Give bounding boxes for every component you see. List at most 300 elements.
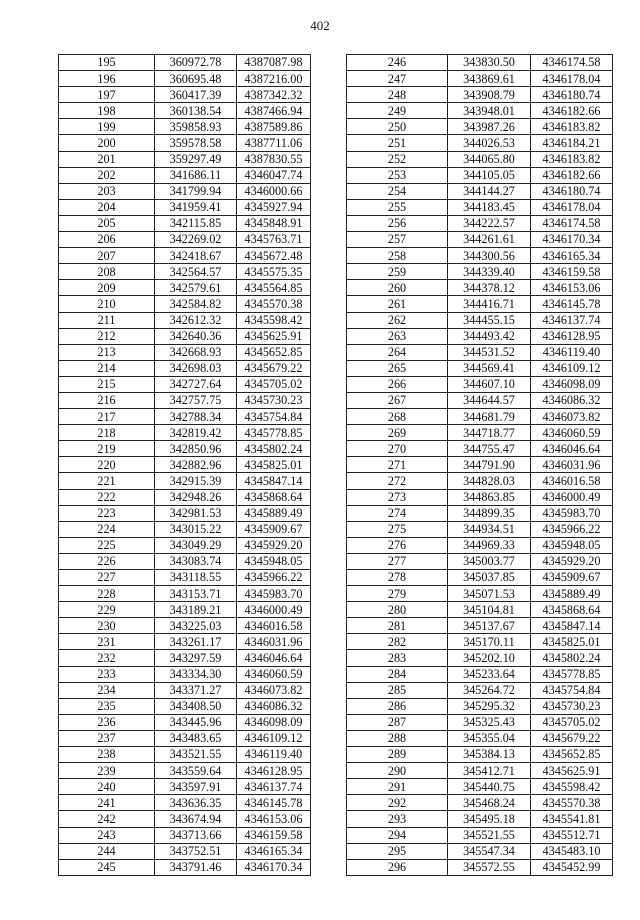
point-number-cell: 273 [347, 489, 448, 505]
table-row [347, 312, 613, 328]
y-coordinate-cell: 4345929.20 [531, 553, 613, 569]
y-coordinate-cell: 4345570.38 [237, 296, 311, 312]
point-number-cell: 234 [59, 682, 155, 698]
table-row [347, 602, 613, 618]
table-row [59, 698, 311, 714]
x-coordinate-cell: 360138.54 [155, 103, 237, 119]
point-number-cell: 218 [59, 425, 155, 441]
x-coordinate-cell: 344828.03 [448, 473, 531, 489]
table-row [347, 714, 613, 730]
table-row [347, 425, 613, 441]
table-row [59, 602, 311, 618]
y-coordinate-cell: 4346153.06 [237, 811, 311, 827]
y-coordinate-cell: 4345730.23 [237, 392, 311, 408]
y-coordinate-cell: 4346184.21 [531, 135, 613, 151]
table-row [59, 843, 311, 859]
point-number-cell: 265 [347, 360, 448, 376]
point-number-cell: 235 [59, 698, 155, 714]
point-number-cell: 242 [59, 811, 155, 827]
table-row [347, 634, 613, 650]
y-coordinate-cell: 4345847.14 [531, 618, 613, 634]
y-coordinate-cell: 4346159.58 [237, 827, 311, 843]
x-coordinate-cell: 343297.59 [155, 650, 237, 666]
table-row [347, 730, 613, 746]
x-coordinate-cell: 342788.34 [155, 409, 237, 425]
x-coordinate-cell: 345071.53 [448, 586, 531, 602]
point-number-cell: 296 [347, 859, 448, 875]
point-number-cell: 291 [347, 779, 448, 795]
y-coordinate-cell: 4345778.85 [531, 666, 613, 682]
point-number-cell: 228 [59, 586, 155, 602]
table-row [347, 457, 613, 473]
table-row [59, 811, 311, 827]
y-coordinate-cell: 4346086.32 [531, 392, 613, 408]
table-row [59, 328, 311, 344]
table-row [59, 87, 311, 103]
point-number-cell: 290 [347, 763, 448, 779]
x-coordinate-cell: 343371.27 [155, 682, 237, 698]
y-coordinate-cell: 4345929.20 [237, 537, 311, 553]
x-coordinate-cell: 342564.57 [155, 264, 237, 280]
x-coordinate-cell: 344531.52 [448, 344, 531, 360]
x-coordinate-cell: 343015.22 [155, 521, 237, 537]
x-coordinate-cell: 344863.85 [448, 489, 531, 505]
x-coordinate-cell: 344144.27 [448, 183, 531, 199]
x-coordinate-cell: 342819.42 [155, 425, 237, 441]
x-coordinate-cell: 345003.77 [448, 553, 531, 569]
x-coordinate-cell: 344105.05 [448, 167, 531, 183]
y-coordinate-cell: 4346031.96 [531, 457, 613, 473]
point-number-cell: 205 [59, 215, 155, 231]
x-coordinate-cell: 344493.42 [448, 328, 531, 344]
point-number-cell: 202 [59, 167, 155, 183]
point-number-cell: 267 [347, 392, 448, 408]
table-row [59, 570, 311, 586]
point-number-cell: 223 [59, 505, 155, 521]
y-coordinate-cell: 4346000.49 [531, 489, 613, 505]
y-coordinate-cell: 4345679.22 [237, 360, 311, 376]
y-coordinate-cell: 4345868.64 [531, 602, 613, 618]
y-coordinate-cell: 4346165.34 [237, 843, 311, 859]
point-number-cell: 226 [59, 553, 155, 569]
table-row [347, 763, 613, 779]
x-coordinate-cell: 343445.96 [155, 714, 237, 730]
x-coordinate-cell: 343830.50 [448, 55, 531, 71]
point-number-cell: 245 [59, 859, 155, 875]
x-coordinate-cell: 341686.11 [155, 167, 237, 183]
x-coordinate-cell: 342269.02 [155, 232, 237, 248]
x-coordinate-cell: 343674.94 [155, 811, 237, 827]
table-row [59, 505, 311, 521]
x-coordinate-cell: 344065.80 [448, 151, 531, 167]
point-number-cell: 211 [59, 312, 155, 328]
x-coordinate-cell: 345495.18 [448, 811, 531, 827]
y-coordinate-cell: 4346031.96 [237, 634, 311, 650]
y-coordinate-cell: 4345512.71 [531, 827, 613, 843]
point-number-cell: 282 [347, 634, 448, 650]
point-number-cell: 217 [59, 409, 155, 425]
x-coordinate-cell: 345295.32 [448, 698, 531, 714]
point-number-cell: 266 [347, 376, 448, 392]
table-row [59, 312, 311, 328]
point-number-cell: 219 [59, 441, 155, 457]
y-coordinate-cell: 4345625.91 [531, 763, 613, 779]
x-coordinate-cell: 345412.71 [448, 763, 531, 779]
y-coordinate-cell: 4345452.99 [531, 859, 613, 875]
point-number-cell: 236 [59, 714, 155, 730]
point-number-cell: 227 [59, 570, 155, 586]
x-coordinate-cell: 343908.79 [448, 87, 531, 103]
x-coordinate-cell: 341799.94 [155, 183, 237, 199]
point-number-cell: 286 [347, 698, 448, 714]
table-row [59, 151, 311, 167]
y-coordinate-cell: 4345679.22 [531, 730, 613, 746]
x-coordinate-cell: 343153.71 [155, 586, 237, 602]
y-coordinate-cell: 4346046.64 [237, 650, 311, 666]
point-number-cell: 268 [347, 409, 448, 425]
y-coordinate-cell: 4387216.00 [237, 71, 311, 87]
y-coordinate-cell: 4346182.66 [531, 167, 613, 183]
point-number-cell: 255 [347, 199, 448, 215]
y-coordinate-cell: 4346180.74 [531, 87, 613, 103]
table-row [347, 779, 613, 795]
x-coordinate-cell: 342981.53 [155, 505, 237, 521]
point-number-cell: 250 [347, 119, 448, 135]
y-coordinate-cell: 4387711.06 [237, 135, 311, 151]
table-row [347, 811, 613, 827]
table-row [347, 392, 613, 408]
table-row [59, 779, 311, 795]
y-coordinate-cell: 4346060.59 [531, 425, 613, 441]
table-row [347, 843, 613, 859]
x-coordinate-cell: 345037.85 [448, 570, 531, 586]
point-number-cell: 231 [59, 634, 155, 650]
y-coordinate-cell: 4345564.85 [237, 280, 311, 296]
point-number-cell: 292 [347, 795, 448, 811]
point-number-cell: 260 [347, 280, 448, 296]
y-coordinate-cell: 4346174.58 [531, 55, 613, 71]
y-coordinate-cell: 4387589.86 [237, 119, 311, 135]
x-coordinate-cell: 343869.61 [448, 71, 531, 87]
table-row [59, 859, 311, 875]
y-coordinate-cell: 4345847.14 [237, 473, 311, 489]
point-number-cell: 246 [347, 55, 448, 71]
y-coordinate-cell: 4346145.78 [531, 296, 613, 312]
point-number-cell: 200 [59, 135, 155, 151]
table-row [347, 71, 613, 87]
y-coordinate-cell: 4346137.74 [237, 779, 311, 795]
point-number-cell: 284 [347, 666, 448, 682]
x-coordinate-cell: 344261.61 [448, 232, 531, 248]
point-number-cell: 203 [59, 183, 155, 199]
y-coordinate-cell: 4345868.64 [237, 489, 311, 505]
point-number-cell: 293 [347, 811, 448, 827]
point-number-cell: 199 [59, 119, 155, 135]
y-coordinate-cell: 4345909.67 [237, 521, 311, 537]
x-coordinate-cell: 359858.93 [155, 119, 237, 135]
table-row [347, 328, 613, 344]
y-coordinate-cell: 4346109.12 [531, 360, 613, 376]
x-coordinate-cell: 344569.41 [448, 360, 531, 376]
x-coordinate-cell: 344183.45 [448, 199, 531, 215]
x-coordinate-cell: 343636.35 [155, 795, 237, 811]
x-coordinate-cell: 344899.35 [448, 505, 531, 521]
y-coordinate-cell: 4345909.67 [531, 570, 613, 586]
x-coordinate-cell: 343713.66 [155, 827, 237, 843]
table-row [347, 570, 613, 586]
table-row [59, 489, 311, 505]
table-row [59, 634, 311, 650]
coordinates-table-left [58, 54, 311, 876]
y-coordinate-cell: 4346047.74 [237, 167, 311, 183]
y-coordinate-cell: 4346016.58 [237, 618, 311, 634]
point-number-cell: 274 [347, 505, 448, 521]
point-number-cell: 287 [347, 714, 448, 730]
x-coordinate-cell: 359297.49 [155, 151, 237, 167]
x-coordinate-cell: 342612.32 [155, 312, 237, 328]
table-row [347, 151, 613, 167]
x-coordinate-cell: 345547.34 [448, 843, 531, 859]
point-number-cell: 244 [59, 843, 155, 859]
x-coordinate-cell: 344300.56 [448, 248, 531, 264]
point-number-cell: 232 [59, 650, 155, 666]
x-coordinate-cell: 345170.11 [448, 634, 531, 650]
x-coordinate-cell: 343987.26 [448, 119, 531, 135]
x-coordinate-cell: 345468.24 [448, 795, 531, 811]
table-row [59, 55, 311, 71]
table-row [59, 747, 311, 763]
point-number-cell: 263 [347, 328, 448, 344]
table-row [59, 457, 311, 473]
x-coordinate-cell: 342757.75 [155, 392, 237, 408]
x-coordinate-cell: 345572.55 [448, 859, 531, 875]
x-coordinate-cell: 343791.46 [155, 859, 237, 875]
table-row [59, 618, 311, 634]
y-coordinate-cell: 4346119.40 [531, 344, 613, 360]
x-coordinate-cell: 343049.29 [155, 537, 237, 553]
table-row [347, 489, 613, 505]
table-row [347, 376, 613, 392]
x-coordinate-cell: 342882.96 [155, 457, 237, 473]
table-row [59, 425, 311, 441]
point-number-cell: 279 [347, 586, 448, 602]
x-coordinate-cell: 344378.12 [448, 280, 531, 296]
table-row [347, 827, 613, 843]
x-coordinate-cell: 343261.17 [155, 634, 237, 650]
point-number-cell: 229 [59, 602, 155, 618]
table-row [347, 296, 613, 312]
point-number-cell: 276 [347, 537, 448, 553]
table-row [59, 730, 311, 746]
point-number-cell: 214 [59, 360, 155, 376]
table-row [347, 859, 613, 875]
y-coordinate-cell: 4345983.70 [237, 586, 311, 602]
y-coordinate-cell: 4346000.66 [237, 183, 311, 199]
y-coordinate-cell: 4346128.95 [237, 763, 311, 779]
x-coordinate-cell: 344339.40 [448, 264, 531, 280]
point-number-cell: 262 [347, 312, 448, 328]
x-coordinate-cell: 342850.96 [155, 441, 237, 457]
y-coordinate-cell: 4345598.42 [531, 779, 613, 795]
table-row [347, 119, 613, 135]
table-row [347, 280, 613, 296]
y-coordinate-cell: 4346060.59 [237, 666, 311, 682]
point-number-cell: 195 [59, 55, 155, 71]
y-coordinate-cell: 4346145.78 [237, 795, 311, 811]
point-number-cell: 280 [347, 602, 448, 618]
point-number-cell: 289 [347, 747, 448, 763]
point-number-cell: 201 [59, 151, 155, 167]
table-row [59, 264, 311, 280]
point-number-cell: 213 [59, 344, 155, 360]
point-number-cell: 212 [59, 328, 155, 344]
x-coordinate-cell: 341959.41 [155, 199, 237, 215]
table-row [347, 650, 613, 666]
x-coordinate-cell: 342579.61 [155, 280, 237, 296]
point-number-cell: 233 [59, 666, 155, 682]
table-row [347, 167, 613, 183]
point-number-cell: 271 [347, 457, 448, 473]
x-coordinate-cell: 342915.39 [155, 473, 237, 489]
point-number-cell: 221 [59, 473, 155, 489]
table-row [59, 376, 311, 392]
table-row [59, 280, 311, 296]
table-row [347, 537, 613, 553]
point-number-cell: 215 [59, 376, 155, 392]
x-coordinate-cell: 345355.04 [448, 730, 531, 746]
x-coordinate-cell: 343083.74 [155, 553, 237, 569]
y-coordinate-cell: 4346178.04 [531, 71, 613, 87]
y-coordinate-cell: 4346170.34 [531, 232, 613, 248]
y-coordinate-cell: 4345754.84 [531, 682, 613, 698]
table-row [59, 135, 311, 151]
y-coordinate-cell: 4345983.70 [531, 505, 613, 521]
point-number-cell: 238 [59, 747, 155, 763]
y-coordinate-cell: 4387466.94 [237, 103, 311, 119]
table-row [59, 666, 311, 682]
x-coordinate-cell: 342418.67 [155, 248, 237, 264]
x-coordinate-cell: 342727.64 [155, 376, 237, 392]
x-coordinate-cell: 343189.21 [155, 602, 237, 618]
table-row [59, 553, 311, 569]
y-coordinate-cell: 4345730.23 [531, 698, 613, 714]
point-number-cell: 230 [59, 618, 155, 634]
y-coordinate-cell: 4346183.82 [531, 119, 613, 135]
table-row [59, 167, 311, 183]
x-coordinate-cell: 343334.30 [155, 666, 237, 682]
point-number-cell: 239 [59, 763, 155, 779]
y-coordinate-cell: 4346165.34 [531, 248, 613, 264]
y-coordinate-cell: 4346128.95 [531, 328, 613, 344]
table-row [347, 87, 613, 103]
y-coordinate-cell: 4346086.32 [237, 698, 311, 714]
y-coordinate-cell: 4345927.94 [237, 199, 311, 215]
y-coordinate-cell: 4346183.82 [531, 151, 613, 167]
table-row [59, 650, 311, 666]
x-coordinate-cell: 345137.67 [448, 618, 531, 634]
table-row [347, 409, 613, 425]
point-number-cell: 243 [59, 827, 155, 843]
y-coordinate-cell: 4346159.58 [531, 264, 613, 280]
point-number-cell: 197 [59, 87, 155, 103]
y-coordinate-cell: 4345825.01 [531, 634, 613, 650]
y-coordinate-cell: 4346153.06 [531, 280, 613, 296]
table-row [59, 682, 311, 698]
x-coordinate-cell: 344791.90 [448, 457, 531, 473]
point-number-cell: 224 [59, 521, 155, 537]
x-coordinate-cell: 344607.10 [448, 376, 531, 392]
x-coordinate-cell: 343597.91 [155, 779, 237, 795]
table-row [347, 55, 613, 71]
point-number-cell: 277 [347, 553, 448, 569]
table-row [347, 521, 613, 537]
y-coordinate-cell: 4345652.85 [531, 747, 613, 763]
table-row [347, 135, 613, 151]
y-coordinate-cell: 4345570.38 [531, 795, 613, 811]
table-row [59, 392, 311, 408]
table-row [59, 360, 311, 376]
y-coordinate-cell: 4345966.22 [237, 570, 311, 586]
point-number-cell: 264 [347, 344, 448, 360]
x-coordinate-cell: 344681.79 [448, 409, 531, 425]
y-coordinate-cell: 4346170.34 [237, 859, 311, 875]
point-number-cell: 222 [59, 489, 155, 505]
y-coordinate-cell: 4345652.85 [237, 344, 311, 360]
x-coordinate-cell: 342115.85 [155, 215, 237, 231]
table-row [59, 714, 311, 730]
y-coordinate-cell: 4346182.66 [531, 103, 613, 119]
point-number-cell: 206 [59, 232, 155, 248]
point-number-cell: 225 [59, 537, 155, 553]
x-coordinate-cell: 360695.48 [155, 71, 237, 87]
point-number-cell: 204 [59, 199, 155, 215]
y-coordinate-cell: 4346178.04 [531, 199, 613, 215]
point-number-cell: 247 [347, 71, 448, 87]
x-coordinate-cell: 345440.75 [448, 779, 531, 795]
point-number-cell: 216 [59, 392, 155, 408]
y-coordinate-cell: 4345672.48 [237, 248, 311, 264]
y-coordinate-cell: 4387830.55 [237, 151, 311, 167]
x-coordinate-cell: 343559.64 [155, 763, 237, 779]
x-coordinate-cell: 342948.26 [155, 489, 237, 505]
table-row [347, 698, 613, 714]
y-coordinate-cell: 4345763.71 [237, 232, 311, 248]
x-coordinate-cell: 342584.82 [155, 296, 237, 312]
table-row [59, 763, 311, 779]
table-row [59, 827, 311, 843]
table-row [59, 232, 311, 248]
table-row [59, 586, 311, 602]
y-coordinate-cell: 4345778.85 [237, 425, 311, 441]
x-coordinate-cell: 360972.78 [155, 55, 237, 71]
table-row [59, 71, 311, 87]
point-number-cell: 196 [59, 71, 155, 87]
x-coordinate-cell: 359578.58 [155, 135, 237, 151]
point-number-cell: 258 [347, 248, 448, 264]
x-coordinate-cell: 343752.51 [155, 843, 237, 859]
y-coordinate-cell: 4387342.32 [237, 87, 311, 103]
point-number-cell: 198 [59, 103, 155, 119]
y-coordinate-cell: 4346073.82 [531, 409, 613, 425]
y-coordinate-cell: 4345848.91 [237, 215, 311, 231]
point-number-cell: 253 [347, 167, 448, 183]
y-coordinate-cell: 4345889.49 [531, 586, 613, 602]
x-coordinate-cell: 343521.55 [155, 747, 237, 763]
y-coordinate-cell: 4345625.91 [237, 328, 311, 344]
point-number-cell: 241 [59, 795, 155, 811]
point-number-cell: 259 [347, 264, 448, 280]
table-row [347, 553, 613, 569]
